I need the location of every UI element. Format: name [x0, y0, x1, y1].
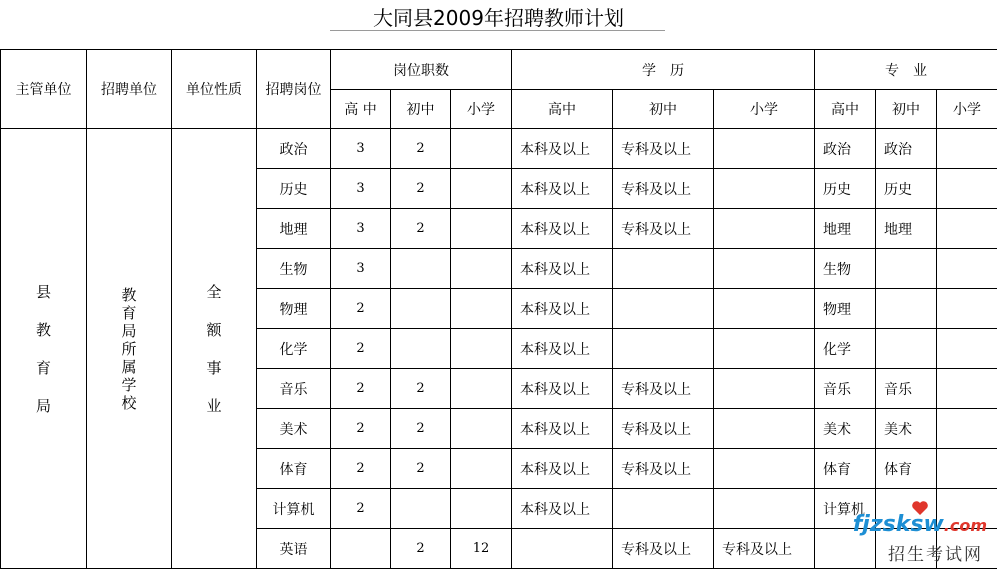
major-pri-cell: [937, 249, 997, 289]
edu-pri-cell: [714, 369, 815, 409]
edu-pri-cell: [714, 209, 815, 249]
edu-high-cell: 本科及以上: [512, 249, 613, 289]
post-cell: 音乐: [257, 369, 331, 409]
high-cell: 3: [331, 209, 391, 249]
edu-pri-cell: [714, 489, 815, 529]
high-cell: 3: [331, 249, 391, 289]
post-cell: 美术: [257, 409, 331, 449]
edu-mid-cell: [613, 289, 714, 329]
high-cell: 2: [331, 449, 391, 489]
header-major-high: 高中: [815, 90, 876, 129]
title-underline: [330, 30, 665, 31]
edu-pri-cell: [714, 289, 815, 329]
pri-cell: [451, 409, 512, 449]
major-high-cell: 音乐: [815, 369, 876, 409]
edu-pri-cell: [714, 409, 815, 449]
header-major-pri: 小学: [937, 90, 997, 129]
major-high-cell: 生物: [815, 249, 876, 289]
pri-cell: [451, 129, 512, 169]
header-edu-high: 高中: [512, 90, 613, 129]
major-pri-cell: [937, 289, 997, 329]
edu-high-cell: 本科及以上: [512, 489, 613, 529]
merged-recruiter-cell-text: 教 育 局 所 属 学 校: [121, 285, 137, 412]
pri-cell: [451, 249, 512, 289]
major-mid-cell: 地理: [876, 209, 937, 249]
edu-high-cell: 本科及以上: [512, 409, 613, 449]
header-row-1: [1, 50, 997, 90]
major-pri-cell: [937, 169, 997, 209]
edu-high-cell: 本科及以上: [512, 329, 613, 369]
major-high-cell: 政治: [815, 129, 876, 169]
merged-recruiter-cell: [87, 129, 172, 569]
page-title: 大同县2009年招聘教师计划: [373, 6, 624, 30]
post-cell: 体育: [257, 449, 331, 489]
high-cell: 2: [331, 369, 391, 409]
major-high-cell: 化学: [815, 329, 876, 369]
mid-cell: 2: [391, 169, 451, 209]
high-cell: 2: [331, 489, 391, 529]
edu-mid-cell: [613, 329, 714, 369]
edu-mid-cell: 专科及以上: [613, 369, 714, 409]
watermark-tagline: 招生考试网: [888, 545, 983, 565]
mid-cell: 2: [391, 449, 451, 489]
edu-pri-cell: [714, 329, 815, 369]
post-cell: 地理: [257, 209, 331, 249]
mid-cell: 2: [391, 409, 451, 449]
major-mid-cell: 历史: [876, 169, 937, 209]
edu-high-cell: 本科及以上: [512, 169, 613, 209]
merged-supervisor-cell-text: 县 教 育 局: [35, 282, 51, 415]
edu-pri-cell: [714, 249, 815, 289]
major-mid-cell: [876, 289, 937, 329]
major-mid-cell: [876, 249, 937, 289]
header-positions-group: 岗位职数: [331, 50, 512, 90]
pri-cell: [451, 169, 512, 209]
merged-nature-cell: [172, 129, 257, 569]
major-mid-cell: 美术: [876, 409, 937, 449]
header-edu-pri: 小学: [714, 90, 815, 129]
table-row: [1, 129, 997, 169]
major-high-cell: 体育: [815, 449, 876, 489]
post-cell: 计算机: [257, 489, 331, 529]
major-high-cell: 计算机: [815, 489, 876, 529]
edu-high-cell: 本科及以上: [512, 289, 613, 329]
edu-pri-cell: [714, 129, 815, 169]
edu-high-cell: 本科及以上: [512, 369, 613, 409]
post-cell: 生物: [257, 249, 331, 289]
major-mid-cell: 政治: [876, 129, 937, 169]
mid-cell: [391, 289, 451, 329]
high-cell: 3: [331, 169, 391, 209]
mid-cell: 2: [391, 529, 451, 569]
mid-cell: 2: [391, 369, 451, 409]
post-cell: 政治: [257, 129, 331, 169]
post-cell: 化学: [257, 329, 331, 369]
major-pri-cell: [937, 369, 997, 409]
header-nature: 单位性质: [172, 50, 257, 129]
mid-cell: [391, 329, 451, 369]
pri-cell: [451, 489, 512, 529]
major-pri-cell: [937, 209, 997, 249]
header-positions-mid: 初中: [391, 90, 451, 129]
high-cell: 2: [331, 329, 391, 369]
major-high-cell: 历史: [815, 169, 876, 209]
pri-cell: [451, 449, 512, 489]
mid-cell: [391, 249, 451, 289]
major-high-cell: 地理: [815, 209, 876, 249]
header-positions-pri: 小学: [451, 90, 512, 129]
post-cell: 物理: [257, 289, 331, 329]
edu-high-cell: [512, 529, 613, 569]
high-cell: 2: [331, 409, 391, 449]
edu-mid-cell: 专科及以上: [613, 209, 714, 249]
post-cell: 英语: [257, 529, 331, 569]
header-post: 招聘岗位: [257, 50, 331, 129]
edu-high-cell: 本科及以上: [512, 129, 613, 169]
post-cell: 历史: [257, 169, 331, 209]
mid-cell: 2: [391, 209, 451, 249]
high-cell: 2: [331, 289, 391, 329]
watermark-brand: [853, 512, 987, 537]
header-supervisor: 主管单位: [1, 50, 87, 129]
pri-cell: 12: [451, 529, 512, 569]
watermark-brand-text: fjzsksw: [852, 512, 944, 537]
mid-cell: [391, 489, 451, 529]
edu-high-cell: 本科及以上: [512, 449, 613, 489]
major-mid-cell: 音乐: [876, 369, 937, 409]
header-recruiter: 招聘单位: [87, 50, 172, 129]
mid-cell: 2: [391, 129, 451, 169]
site-watermark-logo: [813, 500, 993, 566]
pri-cell: [451, 329, 512, 369]
pri-cell: [451, 369, 512, 409]
major-pri-cell: [937, 449, 997, 489]
watermark-brand-suffix: .com: [943, 516, 987, 535]
header-education-group: 学 历: [512, 50, 815, 90]
major-high-cell: 物理: [815, 289, 876, 329]
high-cell: 3: [331, 129, 391, 169]
header-major-group: 专 业: [815, 50, 997, 90]
recruitment-plan-table: [0, 49, 997, 569]
high-cell: [331, 529, 391, 569]
merged-nature-cell-text: 全 额 事 业: [206, 282, 222, 415]
edu-mid-cell: [613, 249, 714, 289]
header-positions-high: 高 中: [331, 90, 391, 129]
major-pri-cell: [937, 329, 997, 369]
major-mid-cell: 体育: [876, 449, 937, 489]
edu-mid-cell: [613, 489, 714, 529]
edu-mid-cell: 专科及以上: [613, 409, 714, 449]
edu-pri-cell: [714, 169, 815, 209]
edu-pri-cell: 专科及以上: [714, 529, 815, 569]
major-high-cell: 美术: [815, 409, 876, 449]
major-pri-cell: [937, 409, 997, 449]
pri-cell: [451, 289, 512, 329]
pri-cell: [451, 209, 512, 249]
header-edu-mid: 初中: [613, 90, 714, 129]
merged-supervisor-cell: [1, 129, 87, 569]
edu-pri-cell: [714, 449, 815, 489]
header-major-mid: 初中: [876, 90, 937, 129]
edu-mid-cell: 专科及以上: [613, 449, 714, 489]
major-pri-cell: [937, 129, 997, 169]
edu-mid-cell: 专科及以上: [613, 529, 714, 569]
major-mid-cell: [876, 329, 937, 369]
edu-mid-cell: 专科及以上: [613, 129, 714, 169]
edu-high-cell: 本科及以上: [512, 209, 613, 249]
edu-mid-cell: 专科及以上: [613, 169, 714, 209]
